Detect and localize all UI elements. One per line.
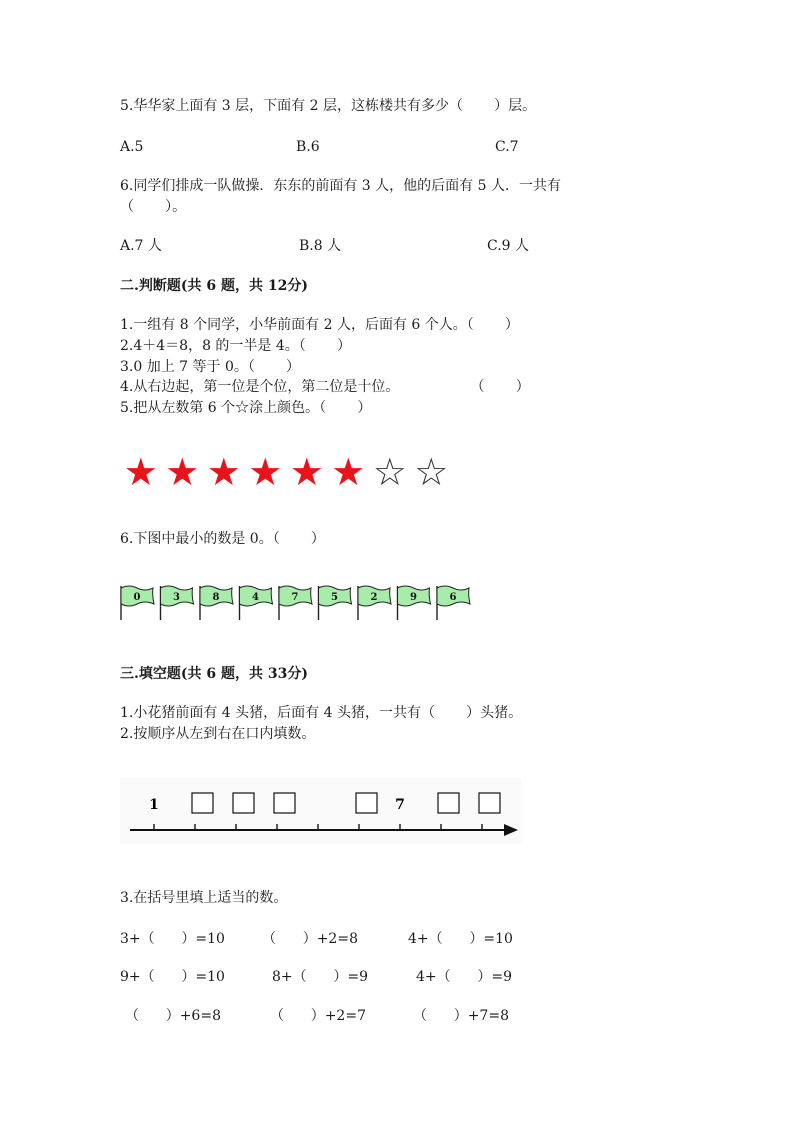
q5-option-b: B.6 xyxy=(296,139,320,155)
flag xyxy=(319,586,352,620)
flag xyxy=(398,586,431,620)
flag-number: 3 xyxy=(173,592,180,603)
question-6-line2: （ ）。 xyxy=(120,199,187,215)
flag-row xyxy=(119,582,479,622)
equation-2-3: 4+（ ）=9 xyxy=(416,969,512,985)
judge-item-4: 4.从右边起，第一位是个位，第二位是十位。 （ ） xyxy=(120,379,530,395)
answer-box xyxy=(479,793,500,813)
equation-2-1: 9+（ ）=10 xyxy=(120,969,225,985)
q6-option-a: A.7 人 xyxy=(120,238,162,254)
fill-item-1: 1.小花猪前面有 4 头猪，后面有 4 头猪，一共有（ ）头猪。 xyxy=(120,705,523,721)
number-label: 1 xyxy=(149,797,159,813)
equation-3-2: （ ）+2=7 xyxy=(270,1008,366,1024)
star-row xyxy=(120,452,452,492)
section-3-heading: 三.填空题(共 6 题，共 33分) xyxy=(120,666,308,682)
q6-option-b: B.8 人 xyxy=(299,238,342,254)
flag xyxy=(161,586,194,620)
answer-box xyxy=(438,793,459,813)
flag xyxy=(240,586,273,620)
equation-1-3: 4+（ ）=10 xyxy=(408,931,513,947)
flag-number: 5 xyxy=(331,592,338,603)
star-filled-icon: ★ xyxy=(248,450,283,494)
star-filled-icon: ★ xyxy=(165,450,200,494)
star-filled-icon: ★ xyxy=(289,450,324,494)
judge-item-1: 1.一组有 8 个同学，小华前面有 2 人，后面有 6 个人。（ ） xyxy=(120,317,519,333)
q6-option-c: C.9 人 xyxy=(487,238,530,254)
judge-item-6: 6.下图中最小的数是 0。（ ） xyxy=(120,531,325,547)
answer-box xyxy=(356,793,377,813)
equation-3-3: （ ）+7=8 xyxy=(413,1008,509,1024)
equation-3-1: （ ）+6=8 xyxy=(125,1008,221,1024)
flag xyxy=(200,586,233,620)
flag xyxy=(358,586,391,620)
flag-number: 8 xyxy=(212,592,220,603)
judge-item-3: 3.0 加上 7 等于 0。（ ） xyxy=(120,359,301,375)
equation-2-2: 8+（ ）=9 xyxy=(272,969,368,985)
star-filled-icon: ★ xyxy=(123,450,158,494)
star-filled-icon: ★ xyxy=(331,450,366,494)
answer-box xyxy=(274,793,295,813)
flag-number: 4 xyxy=(252,592,259,603)
section-2-heading: 二.判断题(共 6 题，共 12分) xyxy=(120,278,308,294)
answer-box xyxy=(233,793,254,813)
axis-arrow xyxy=(504,824,518,836)
flag-number: 2 xyxy=(370,592,378,603)
fill-item-3: 3.在括号里填上适当的数。 xyxy=(120,890,288,906)
flag-number: 0 xyxy=(133,592,141,603)
flag xyxy=(437,586,470,620)
question-5: 5.华华家上面有 3 层，下面有 2 层，这栋楼共有多少（ ）层。 xyxy=(120,98,537,114)
number-label: 7 xyxy=(395,797,405,813)
q5-option-c: C.7 xyxy=(495,139,519,155)
answer-box xyxy=(192,793,213,813)
flag xyxy=(279,586,312,620)
flag-number: 6 xyxy=(449,592,457,603)
star-outline-icon: ☆ xyxy=(372,450,407,494)
question-6-line1: 6.同学们排成一队做操．东东的前面有 3 人，他的后面有 5 人．一共有 xyxy=(120,178,561,194)
star-filled-icon: ★ xyxy=(206,450,241,494)
judge-item-2: 2.4＋4＝8，8 的一半是 4。（ ） xyxy=(120,338,351,354)
equation-1-1: 3+（ ）=10 xyxy=(120,931,225,947)
star-outline-icon: ☆ xyxy=(414,450,449,494)
fill-item-2: 2.按顺序从左到右在口内填数。 xyxy=(120,726,316,742)
q5-option-a: A.5 xyxy=(120,139,144,155)
equation-1-2: （ ）+2=8 xyxy=(262,931,358,947)
flag xyxy=(121,586,154,620)
number-line xyxy=(120,778,522,844)
flag-number: 7 xyxy=(291,592,299,603)
judge-item-5: 5.把从左数第 6 个☆涂上颜色。（ ） xyxy=(120,400,372,416)
flag-number: 9 xyxy=(410,592,417,603)
